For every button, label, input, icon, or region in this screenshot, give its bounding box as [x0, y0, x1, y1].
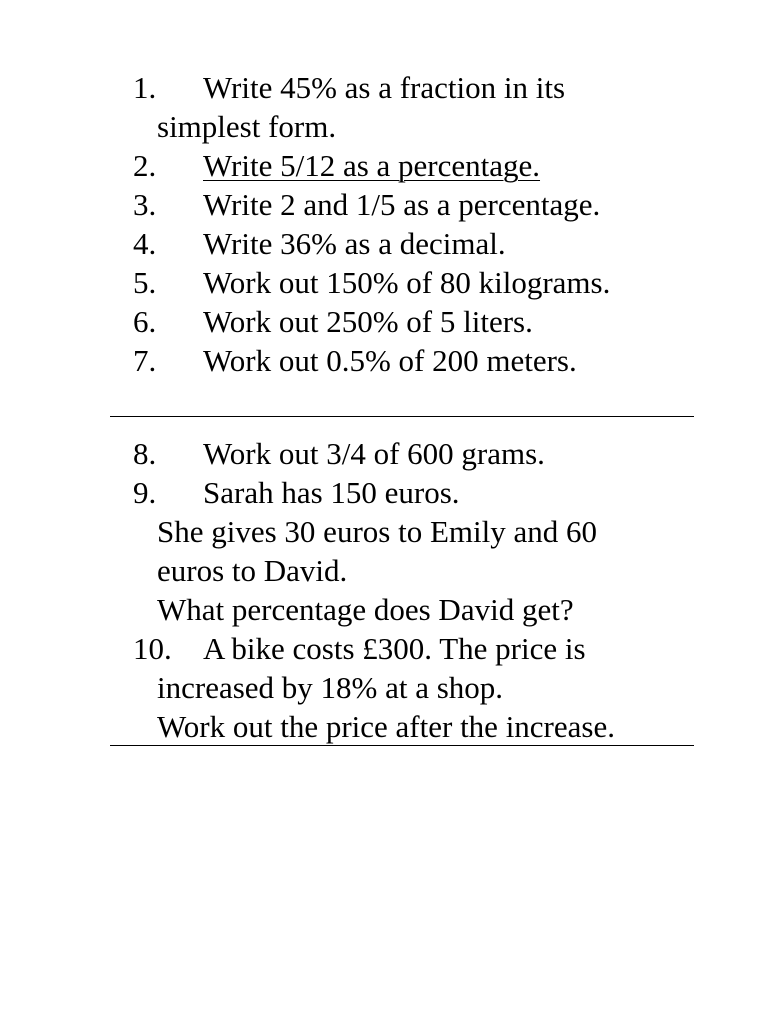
question-continuation: She gives 30 euros to Emily and 60: [157, 514, 597, 549]
question-text: A bike costs £300. The price is: [203, 631, 586, 666]
question-6: [110, 302, 694, 341]
question-10: [110, 629, 694, 746]
question-8: [110, 434, 694, 473]
question-9: [110, 473, 694, 629]
bottom-divider: [110, 745, 694, 746]
question-number: 1.: [133, 70, 157, 105]
question-number: 8.: [133, 436, 157, 471]
question-text: Write 2 and 1/5 as a percentage.: [203, 187, 601, 222]
question-text: Work out 250% of 5 liters.: [203, 304, 533, 339]
question-text: Write 5/12 as a percentage.: [203, 148, 541, 183]
question-text: Work out 150% of 80 kilograms.: [203, 265, 611, 300]
question-continuation: increased by 18% at a shop.: [157, 670, 504, 705]
question-text: Write 45% as a fraction in its: [203, 70, 566, 105]
section-divider: [110, 416, 694, 417]
question-number: 3.: [133, 187, 157, 222]
question-number: 5.: [133, 265, 157, 300]
question-text: Work out 0.5% of 200 meters.: [203, 343, 577, 378]
question-7: [110, 341, 694, 380]
question-5: [110, 263, 694, 302]
question-number: 4.: [133, 226, 157, 261]
question-continuation: Work out the price after the increase.: [157, 709, 615, 744]
question-text: Work out 3/4 of 600 grams.: [203, 436, 545, 471]
question-continuation: simplest form.: [157, 109, 337, 144]
question-number: 7.: [133, 343, 157, 378]
question-number: 6.: [133, 304, 157, 339]
question-text: Sarah has 150 euros.: [203, 475, 460, 510]
question-continuation: euros to David.: [157, 553, 348, 588]
question-4: [110, 224, 694, 263]
question-2: [110, 146, 694, 185]
questions-section-2: [110, 434, 694, 746]
question-number: 2.: [133, 148, 157, 183]
question-3: [110, 185, 694, 224]
question-number: 10.: [133, 631, 172, 666]
question-1: [110, 68, 694, 146]
question-number: 9.: [133, 475, 157, 510]
question-continuation: What percentage does David get?: [157, 592, 574, 627]
questions-section-1: [110, 68, 694, 380]
question-text: Write 36% as a decimal.: [203, 226, 506, 261]
